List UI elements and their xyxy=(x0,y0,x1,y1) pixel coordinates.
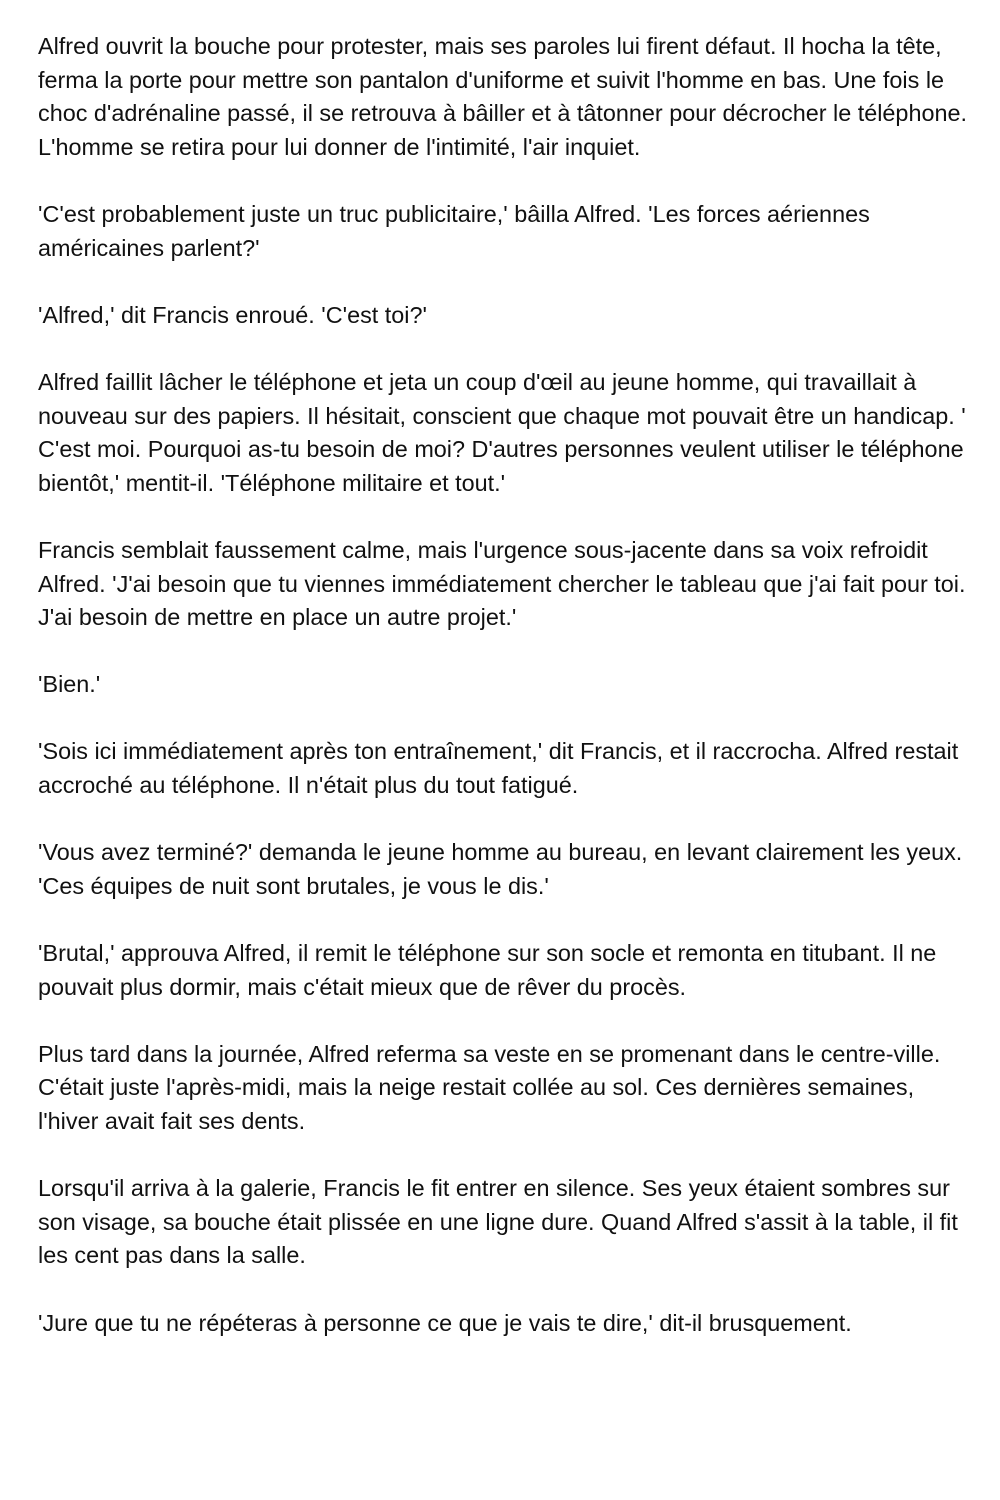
paragraph-12: 'Jure que tu ne répéteras à personne ce que je vais te dire,' dit-il brusquement. xyxy=(38,1309,852,1336)
paragraph-5: Francis semblait faussement calme, mais l'urgence sous-jacente dans sa voix refroidit Alfred. 'J'ai besoin que tu viennes immédiatement chercher le tableau que j'ai fait pour toi. J'ai besoin de mettre en place un autre projet.' xyxy=(38,536,966,631)
paragraph-1: Alfred ouvrit la bouche pour protester, mais ses paroles lui firent défaut. Il hocha la tête, ferma la porte pour mettre son pantalon d'uniforme et suivit l'homme en bas. Une fois le choc d'adrénaline passé, il se retrouva à bâiller et à tâtonner pour décrocher le téléphone. L'homme se retira pour lui donner de l'intimité, l'air inquiet. xyxy=(38,33,967,160)
paragraph-4: Alfred faillit lâcher le téléphone et jeta un coup d'œil au jeune homme, qui travaillait à nouveau sur des papiers. Il hésitait, conscient que chaque mot pouvait être un handicap. ' C'est moi. Pourquoi as-tu besoin de moi? D'autres personnes veulent utiliser le téléphone bientôt,' mentit-il. 'Téléphone militaire et tout.' xyxy=(38,368,966,496)
paragraph-2: 'C'est probablement juste un truc publicitaire,' bâilla Alfred. 'Les forces aériennes américaines parlent?' xyxy=(38,200,870,261)
paragraph-10: Plus tard dans la journée, Alfred referma sa veste en se promenant dans le centre-ville. C'était juste l'après-midi, mais la neige restait collée au sol. Ces dernières semaines, l'hiver avait fait ses dents. xyxy=(38,1040,941,1134)
paragraph-11: Lorsqu'il arriva à la galerie, Francis le fit entrer en silence. Ses yeux étaient sombres sur son visage, sa bouche était plissée en une ligne dure. Quand Alfred s'assit à la table, il fit les cent pas dans la salle. xyxy=(38,1175,958,1269)
paragraph-6: 'Bien.' xyxy=(38,671,101,698)
paragraph-8: 'Vous avez terminé?' demanda le jeune homme au bureau, en levant clairement les yeux. 'Ces équipes de nuit sont brutales, je vous le dis.' xyxy=(38,839,963,899)
document-page xyxy=(38,30,973,1340)
paragraph-7: 'Sois ici immédiatement après ton entraînement,' dit Francis, et il raccrocha. Alfred restait accroché au téléphone. Il n'était plus du tout fatigué. xyxy=(38,738,959,799)
paragraph-3: 'Alfred,' dit Francis enroué. 'C'est toi?' xyxy=(38,301,427,328)
paragraph-9: 'Brutal,' approuva Alfred, il remit le téléphone sur son socle et remonta en titubant. Il ne pouvait plus dormir, mais c'était mieux que de rêver du procès. xyxy=(38,940,937,1000)
